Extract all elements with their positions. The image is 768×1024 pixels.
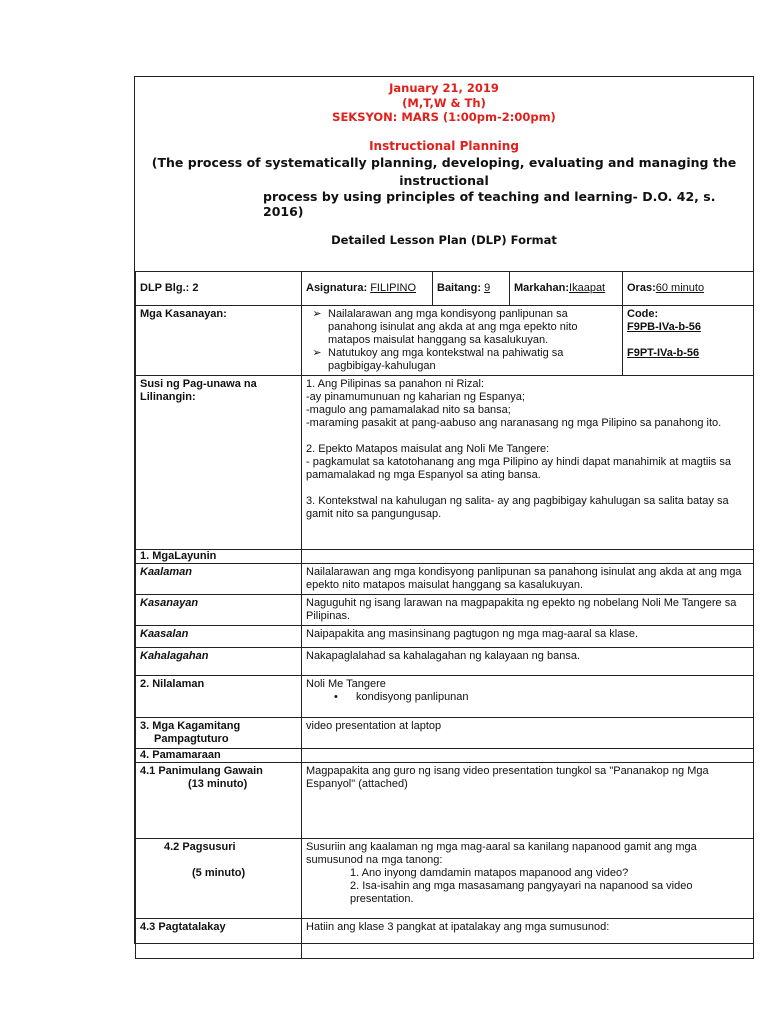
layunin-label: 1. MgaLayunin <box>136 550 302 564</box>
nilalaman-row <box>136 676 754 718</box>
layunin-row <box>136 550 754 564</box>
kasanayan-item-2-text: Natutukoy ang mga kontekstwal na pahiwatig sa pagbibigay-kahulugan <box>328 347 564 372</box>
kasanayan-label: Mga Kasanayan: <box>136 306 302 376</box>
kasanayan-item-2 <box>306 347 618 373</box>
lesson-plan-table <box>135 271 754 959</box>
susi-content <box>302 376 754 550</box>
panimulang-gawain-label: 4.1 Panimulang Gawain <box>140 765 263 777</box>
markahan-cell <box>510 272 623 306</box>
panimulang-gawain-row <box>136 763 754 839</box>
instructional-planning-title: Instructional Planning <box>369 139 519 153</box>
kasanayan-row <box>136 306 754 376</box>
kasanayan-objective-text: Naguguhit ng isang larawan na magpapakita ng epekto ng nobelang Noli Me Tangere sa Pilipinas. <box>302 595 754 626</box>
pagtatalakay-label: 4.3 Pagtatalakay <box>136 919 302 959</box>
kasanayan-item-1-text: Nailalarawan ang mga kondisyong panlipunan sa panahong isinulat ang akda at ang mga epekto nito matapos maisulat hanggang sa kasalukuyan. <box>328 308 578 346</box>
code-1: F9PB-IVa-b-56 <box>627 321 701 333</box>
kaasalan-text: Naipapakita ang masinsinang pagtugon ng mga mag-aaral sa klase. <box>302 626 754 648</box>
pagsusuri-question-2: 2. Isa-isahin ang mga masasamang pangyayari na napanood sa video presentation. <box>350 880 693 905</box>
kahalagahan-row <box>136 648 754 676</box>
nilalaman-label: 2. Nilalaman <box>136 676 302 718</box>
pamamaraan-row <box>136 749 754 763</box>
pagsusuri-label: 4.2 Pagsusuri <box>164 841 236 853</box>
kagamitan-label-line-2: Pampagtuturo <box>154 733 229 745</box>
pamamaraan-label: 4. Pamamaraan <box>136 749 302 763</box>
kasanayan-objective-label: Kasanayan <box>136 595 302 626</box>
pagsusuri-question-1: 1. Ano inyong damdamin matapos mapanood ang video? <box>350 867 629 879</box>
nilalaman-text: Noli Me Tangere <box>306 678 386 690</box>
susi-p1-l3: -magulo ang pamamalakad nito sa bansa; <box>306 404 511 416</box>
kahalagahan-label: Kahalagahan <box>136 648 302 676</box>
kaalaman-row <box>136 564 754 595</box>
kaasalan-row <box>136 626 754 648</box>
asignatura-value: FILIPINO <box>370 282 417 294</box>
susi-p3-l1: 3. Kontekstwal na kahulugan ng salita- ay ang pagbibigay kahulugan sa salita batay sa gamit nito sa pangungusap. <box>306 495 729 520</box>
lesson-plan-header <box>135 77 753 272</box>
kasanayan-item-1 <box>306 308 618 347</box>
layunin-empty <box>302 550 754 564</box>
susi-p2-l1: 2. Epekto Matapos maisulat ang Noli Me Tangere: <box>306 443 550 455</box>
oras-label: Oras: <box>627 282 656 294</box>
dlp-number-cell <box>136 272 302 306</box>
dlp-format-title: Detailed Lesson Plan (DLP) Format <box>331 233 557 247</box>
oras-value: 60 minuto <box>655 282 705 294</box>
baitang-value: 9 <box>484 282 491 294</box>
code-label: Code: <box>627 308 659 320</box>
pagsusuri-label-cell <box>136 839 302 919</box>
panimulang-gawain-text: Magpapakita ang guro ng isang video presentation tungkol sa "Pananakop ng Mga Espanyol" (attached) <box>302 763 754 839</box>
pagtatalakay-row <box>136 919 754 959</box>
baitang-label: Baitang: <box>437 282 481 294</box>
pagsusuri-time: (5 minuto) <box>192 867 246 879</box>
panimulang-gawain-time: (13 minuto) <box>188 778 248 790</box>
susi-p1-l4: -maraming pasakit at pang-aabuso ang naranasang ng mga Pilipino sa panahong ito. <box>306 417 722 429</box>
kagamitan-label <box>136 718 302 749</box>
susi-row <box>136 376 754 550</box>
susi-p1-l1: 1. Ang Pilipinas sa panahon ni Rizal: <box>306 378 484 390</box>
days-text: (M,T,W & Th) <box>402 96 486 110</box>
date-text: January 21, 2019 <box>389 81 499 95</box>
arrow-bullet-icon: ➢ <box>312 308 322 320</box>
code-2: F9PT-IVa-b-56 <box>627 347 700 359</box>
kaasalan-label: Kaasalan <box>136 626 302 648</box>
markahan-label: Markahan: <box>514 282 570 294</box>
pagtatalakay-text: Hatiin ang klase 3 pangkat at ipatalakay ang mga sumusunod: <box>302 919 754 959</box>
pagsusuri-row <box>136 839 754 919</box>
kasanayan-objective-row <box>136 595 754 626</box>
section-text: SEKSYON: MARS (1:00pm-2:00pm) <box>332 110 556 124</box>
pagsusuri-content <box>302 839 754 919</box>
dlp-number: DLP Blg.: 2 <box>140 282 199 294</box>
kagamitan-text: video presentation at laptop <box>302 718 754 749</box>
kahalagahan-text: Nakapaglalahad sa kahalagahan ng kalayaan ng bansa. <box>302 648 754 676</box>
nilalaman-item-text: kondisyong panlipunan <box>356 691 469 703</box>
nilalaman-item <box>306 691 749 704</box>
kaalaman-text: Nailalarawan ang mga kondisyong panlipunan sa panahong isinulat ang akda at ang mga epekto nito matapos maisulat hanggang sa kasalukuyan. <box>302 564 754 595</box>
asignatura-label: Asignatura: <box>306 282 368 294</box>
markahan-value: Ikaapat <box>569 282 606 294</box>
pamamaraan-empty <box>302 749 754 763</box>
baitang-cell <box>433 272 510 306</box>
definition-line-3: process by using principles of teaching and learning- D.O. 42, s. 2016) <box>263 189 716 219</box>
info-row <box>136 272 754 306</box>
kasanayan-content <box>302 306 623 376</box>
definition-line-1: (The process of systematically planning, developing, evaluating and managing the <box>151 155 737 170</box>
susi-p1-l2: -ay pinamumunuan ng kaharian ng Espanya; <box>306 391 525 403</box>
oras-cell <box>623 272 754 306</box>
arrow-bullet-icon: ➢ <box>312 347 322 359</box>
susi-label: Susi ng Pag-unawa na Lilinangin: <box>136 376 302 550</box>
asignatura-cell <box>302 272 433 306</box>
panimulang-gawain-label-cell <box>136 763 302 839</box>
bullet-dot-icon: • <box>334 691 338 703</box>
kagamitan-row <box>136 718 754 749</box>
kagamitan-label-line-1: 3. Mga Kagamitang <box>140 720 241 732</box>
definition-line-2: instructional <box>399 173 489 188</box>
kaalaman-label: Kaalaman <box>136 564 302 595</box>
lesson-plan-page <box>134 76 754 944</box>
susi-p2-l2: - pagkamulat sa katotohanang ang mga Pilipino ay hindi dapat manahimik at magtiis sa pamamalakad ng mga Espanyol sa ating bansa. <box>306 456 731 481</box>
code-cell <box>623 306 754 376</box>
nilalaman-content <box>302 676 754 718</box>
pagsusuri-text: Susuriin ang kaalaman ng mga mag-aaral sa kanilang napanood gamit ang mga sumusunod na mga tanong: <box>306 841 697 866</box>
